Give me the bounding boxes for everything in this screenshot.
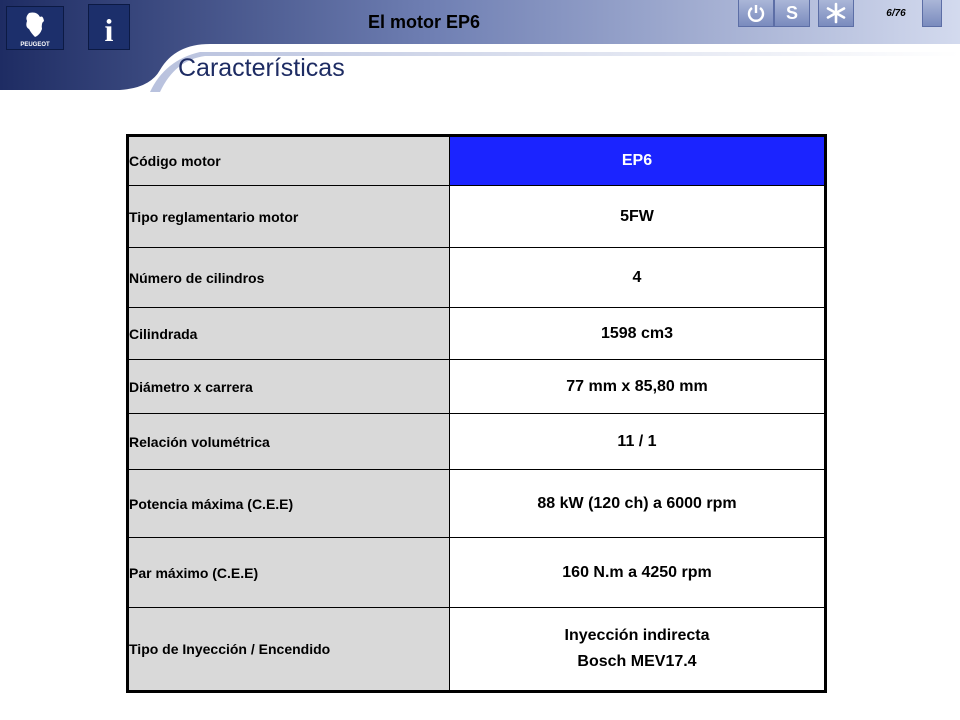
spec-value: 1598 cm3 <box>450 308 826 360</box>
spec-label: Número de cilindros <box>128 248 450 308</box>
spec-label: Cilindrada <box>128 308 450 360</box>
info-icon <box>89 5 129 49</box>
s-icon: S <box>785 2 798 23</box>
table-row <box>128 186 826 248</box>
spec-value: 4 <box>450 248 826 308</box>
spec-value: 11 / 1 <box>450 414 826 470</box>
logo-text: PEUGEOT <box>20 42 50 48</box>
table-row <box>128 470 826 538</box>
spec-value: 160 N.m a 4250 rpm <box>450 538 826 608</box>
spec-value: EP6 <box>450 136 826 186</box>
lion-icon <box>7 7 63 49</box>
table-row <box>128 360 826 414</box>
page-title: Características <box>178 54 345 82</box>
page-number: 6/76 <box>886 8 906 19</box>
spec-value-line-1: Inyección indirecta <box>564 627 710 644</box>
header-band <box>0 0 960 100</box>
asterisk-button[interactable] <box>818 0 854 27</box>
svg-text:i: i <box>104 12 114 48</box>
info-button[interactable] <box>88 4 130 50</box>
spec-value: 88 kW (120 ch) a 6000 rpm <box>450 470 826 538</box>
nav-tab-right[interactable] <box>922 0 942 27</box>
spec-value-multiline <box>450 608 826 692</box>
table-row <box>128 248 826 308</box>
spec-value: 77 mm x 85,80 mm <box>450 360 826 414</box>
spec-label: Código motor <box>128 136 450 186</box>
spec-label: Tipo reglamentario motor <box>128 186 450 248</box>
header-title: El motor EP6 <box>368 12 481 32</box>
spec-value: 5FW <box>450 186 826 248</box>
peugeot-logo <box>6 6 64 50</box>
specs-table <box>126 134 827 693</box>
table-row <box>128 308 826 360</box>
s-button[interactable] <box>774 0 810 27</box>
spec-label: Tipo de Inyección / Encendido <box>128 608 450 692</box>
table-row <box>128 608 826 692</box>
spec-label: Relación volumétrica <box>128 414 450 470</box>
table-row <box>128 538 826 608</box>
power-button[interactable] <box>738 0 774 27</box>
spec-label: Par máximo (C.E.E) <box>128 538 450 608</box>
asterisk-icon <box>825 2 847 24</box>
table-row <box>128 414 826 470</box>
spec-value-line-2: Bosch MEV17.4 <box>577 653 697 670</box>
spec-label: Diámetro x carrera <box>128 360 450 414</box>
spec-label: Potencia máxima (C.E.E) <box>128 470 450 538</box>
table-row <box>128 136 826 186</box>
power-icon <box>746 3 766 23</box>
